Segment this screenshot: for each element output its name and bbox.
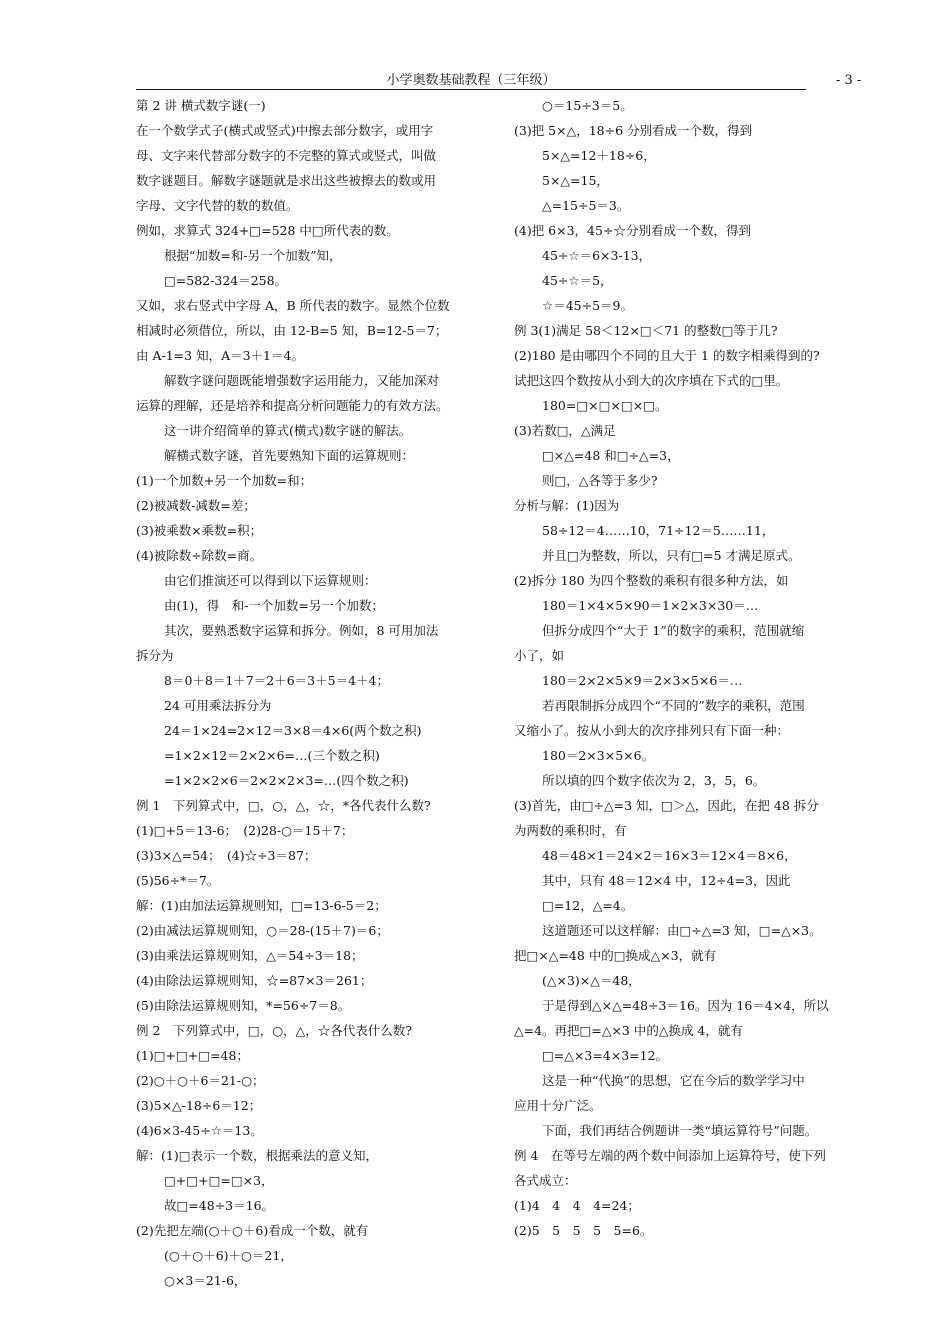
text-line: =1×2×12＝2×2×6=…(三个数之积) <box>164 748 380 763</box>
text-line: △=15÷5＝3。 <box>542 198 630 213</box>
text-line: (2)○＋○＋6＝21-○； <box>136 1073 265 1088</box>
text-line: 小了，如 <box>514 648 565 663</box>
text-line: (○＋○＋6)＋○＝21， <box>164 1248 293 1263</box>
text-line: (4)把 6×3，45÷☆分别看成一个数，得到 <box>514 223 751 238</box>
text-line: 试把这四个数按从小到大的次序填在下式的□里。 <box>514 373 789 388</box>
example-heading: 例 1 下列算式中，□，○，△，☆，*各代表什么数? <box>136 798 431 813</box>
text-line: 字母、文字代替的数的数值。 <box>136 198 299 213</box>
text-line: 解横式数字谜，首先要熟知下面的运算规则： <box>164 448 415 463</box>
text-line: 把□×△=48 中的□换成△×3，就有 <box>514 948 717 963</box>
text-line: 根据“加数=和-另一个加数”知， <box>164 248 342 263</box>
example-heading: 例 3(1)满足 58＜12×□＜71 的整数□等于几? <box>514 323 778 338</box>
text-line: 5×△=12＋18÷6， <box>542 148 656 163</box>
text-line: □=582-324＝258。 <box>164 273 288 288</box>
header-title: 小学奥数基础教程（三年级） <box>386 73 556 88</box>
lesson-title: 第 2 讲 横式数字谜(一) <box>136 98 266 113</box>
example-heading: 例 4 在等号左端的两个数中间添加上运算符号，使下列 <box>514 1148 826 1163</box>
text-line: 则□，△各等于多少? <box>542 473 658 488</box>
text-line: (1)4 4 4 4=24； <box>514 1198 640 1213</box>
text-line: (3)由乘法运算规则知，△＝54÷3＝18； <box>136 948 364 963</box>
text-line: 在一个数学式子(横式或竖式)中擦去部分数字，或用字 <box>136 123 434 138</box>
text-line: 5×△=15， <box>542 173 609 188</box>
text-line: (3)3×△=54； (4)☆÷3＝87； <box>136 848 317 863</box>
text-line: (4)由除法运算规则知，☆=87×3＝261； <box>136 973 373 988</box>
text-line: 24 可用乘法拆分为 <box>164 698 272 713</box>
text-line: 拆分为 <box>136 648 174 663</box>
text-line: □=12，△=4。 <box>542 898 634 913</box>
text-line: 若再限制拆分成四个“不同的”数字的乘积，范围 <box>542 698 805 713</box>
text-line: (3)把 5×△，18÷6 分别看成一个数，得到 <box>514 123 753 138</box>
text-line: 180＝2×3×5×6。 <box>542 748 655 763</box>
text-line: (2)拆分 180 为四个整数的乘积有很多种方法，如 <box>514 573 789 588</box>
text-line: =1×2×2×6＝2×2×2×3=…(四个数之积) <box>164 773 409 788</box>
text-line: 180＝1×4×5×90＝1×2×3×30＝… <box>542 598 759 613</box>
text-line: 应用十分广泛。 <box>514 1098 602 1113</box>
text-line: (3)被乘数×乘数=积； <box>136 523 263 538</box>
text-line: (1)一个加数+另一个加数=和； <box>136 473 313 488</box>
text-line: 48＝48×1＝24×2＝16×3＝12×4＝8×6， <box>542 848 797 863</box>
text-line: 但拆分成四个“大于 1”的数字的乘积，范围就缩 <box>542 623 805 638</box>
text-line: (1)□+□+□=48； <box>136 1048 249 1063</box>
text-line: 相减时必须借位，所以，由 12-B=5 知，B=12-5＝7； <box>136 323 448 338</box>
text-line: (2)被减数-减数=差； <box>136 498 256 513</box>
left-column <box>136 93 516 1293</box>
text-line: 其次，要熟悉数字运算和拆分。例如，8 可用加法 <box>164 623 439 638</box>
text-line: 45÷☆＝6×3-13， <box>542 248 652 263</box>
text-line: 这一讲介绍简单的算式(横式)数字谜的解法。 <box>164 423 412 438</box>
text-line: ○＝15÷3＝5。 <box>542 98 633 113</box>
text-line: □+□+□=□×3， <box>164 1173 274 1188</box>
text-line: 母、文字来代替部分数字的不完整的算式或竖式，叫做 <box>136 148 437 163</box>
text-line: 由 A-1=3 知，A＝3＋1＝4。 <box>136 348 304 363</box>
text-line: 58÷12＝4……10，71÷12＝5……11， <box>542 523 775 538</box>
text-line: 其中，只有 48＝12×4 中，12÷4=3，因此 <box>542 873 791 888</box>
text-line: (△×3)×△＝48， <box>542 973 641 988</box>
text-line: 分析与解：(1)因为 <box>514 498 620 513</box>
text-line: (2)5 5 5 5 5=6。 <box>514 1223 653 1238</box>
text-line: 180=□×□×□×□。 <box>542 398 668 413</box>
text-line: 180＝2×2×5×9＝2×3×5×6＝… <box>542 673 743 688</box>
page-header <box>136 72 806 90</box>
text-line: (5)由除法运算规则知，*=56÷7＝8。 <box>136 998 351 1013</box>
text-line: 故□=48÷3＝16。 <box>164 1198 275 1213</box>
text-line: 解：(1)由加法运算规则知，□=13-6-5＝2； <box>136 898 387 913</box>
text-line: 各式成立： <box>514 1173 577 1188</box>
text-line: □=△×3=4×3=12。 <box>542 1048 669 1063</box>
text-line: (3)5×△-18÷6＝12； <box>136 1098 262 1113</box>
text-line: △=4。再把□=△×3 中的△换成 4，就有 <box>514 1023 743 1038</box>
header-rule <box>136 89 806 90</box>
text-line: 这道题还可以这样解：由□÷△=3 知，□=△×3。 <box>542 923 822 938</box>
text-line: (4)被除数÷除数=商。 <box>136 548 263 563</box>
text-line: ○×3＝21-6， <box>164 1273 247 1288</box>
text-line: 并且□为整数，所以，只有□=5 才满足原式。 <box>542 548 801 563</box>
text-line: (3)首先，由□÷△=3 知，□＞△，因此，在把 48 拆分 <box>514 798 819 813</box>
text-line: (1)□+5＝13-6； (2)28-○＝15＋7； <box>136 823 354 838</box>
text-line: 这是一种“代换”的思想，它在今后的数学学习中 <box>542 1073 805 1088</box>
text-line: 24＝1×24=2×12＝3×8＝4×6(两个数之积) <box>164 723 422 738</box>
right-column <box>514 93 894 1243</box>
text-line: 下面，我们再结合例题讲一类“填运算符号”问题。 <box>542 1123 818 1138</box>
text-line: 为两数的乘积时，有 <box>514 823 627 838</box>
text-line: 又缩小了。按从小到大的次序排列只有下面一种： <box>514 723 790 738</box>
text-line: (2)由减法运算规则知，○＝28-(15＋7)＝6； <box>136 923 389 938</box>
page-number: - 3 - <box>836 73 862 88</box>
text-line: □×△=48 和□÷△=3， <box>542 448 680 463</box>
text-line: 由(1)，得 和-一个加数=另一个加数； <box>164 598 384 613</box>
text-line: 所以填的四个数字依次为 2，3，5，6。 <box>542 773 766 788</box>
text-line: 数字谜题目。解数字谜题就是求出这些被擦去的数或用 <box>136 173 437 188</box>
example-heading: 例 2 下列算式中，□，○，△，☆各代表什么数? <box>136 1023 412 1038</box>
text-line: 8＝0＋8＝1＋7＝2＋6＝3＋5＝4＋4； <box>164 673 389 688</box>
text-line: 又如，求右竖式中字母 A，B 所代表的数字。显然个位数 <box>136 298 450 313</box>
text-line: 由它们推演还可以得到以下运算规则： <box>164 573 377 588</box>
text-line: 例如，求算式 324+□=528 中□所代表的数。 <box>136 223 399 238</box>
text-line: 解数字谜问题既能增强数字运用能力，又能加深对 <box>164 373 440 388</box>
text-line: (2)180 是由哪四个不同的且大于 1 的数字相乘得到的? <box>514 348 820 363</box>
text-line: (5)56÷*＝7。 <box>136 873 220 888</box>
text-line: (3)若数□，△满足 <box>514 423 616 438</box>
text-line: 解：(1)□表示一个数，根据乘法的意义知， <box>136 1148 379 1163</box>
text-line: 运算的理解，还是培养和提高分析问题能力的有效方法。 <box>136 398 449 413</box>
text-line: ☆＝45÷5＝9。 <box>542 298 633 313</box>
text-line: 于是得到△×△=48÷3＝16。因为 16＝4×4，所以 <box>542 998 829 1013</box>
text-line: 45÷☆＝5， <box>542 273 613 288</box>
text-line: (2)先把左端(○＋○＋6)看成一个数，就有 <box>136 1223 369 1238</box>
text-line: (4)6×3-45÷☆＝13。 <box>136 1123 263 1138</box>
